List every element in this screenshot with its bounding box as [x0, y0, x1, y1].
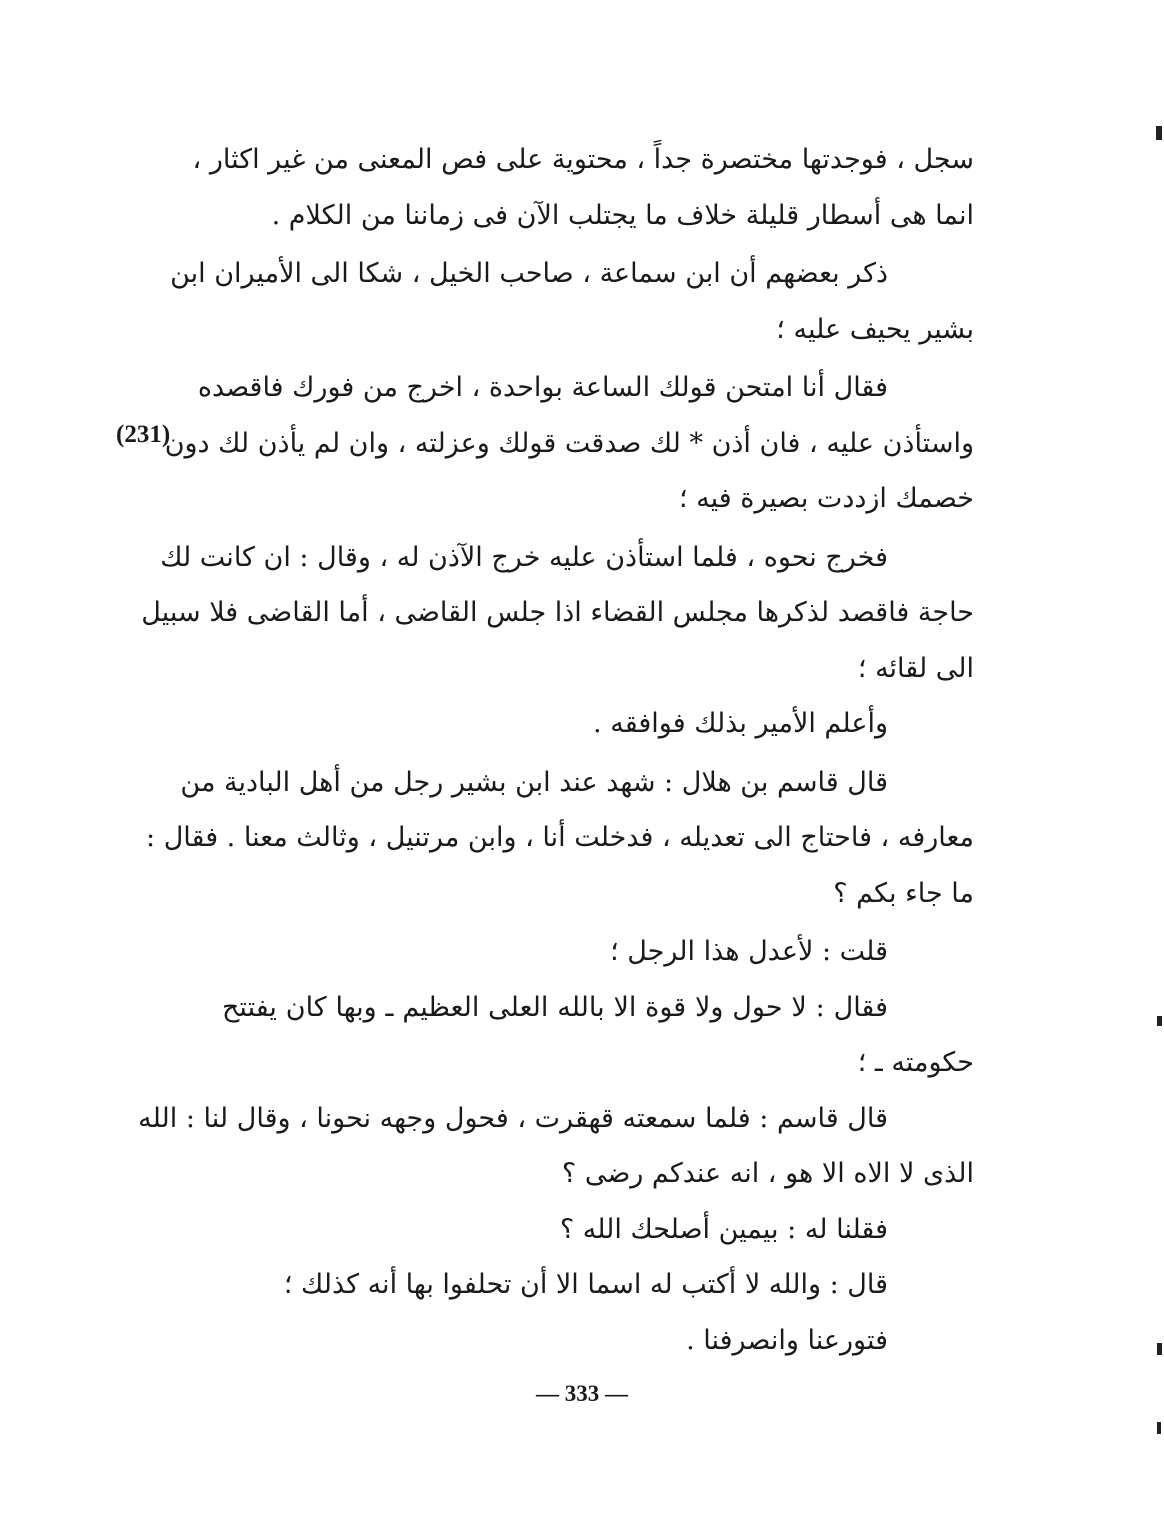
text-line: ذكر بعضهم أن ابن سماعة ، صاحب الخيل ، شكا الى الأميران ابن — [170, 258, 888, 289]
paragraph — [222, 1313, 974, 1369]
text-line: انما هى أسطار قليلة خلاف ما يجتلب الآن فى زماننا من الكلام . — [271, 199, 974, 231]
paragraph — [146, 755, 974, 922]
text-line: الذى لا الاه الا هو ، انه عندكم رضى ؟ — [561, 1158, 974, 1189]
text-line: قال قاسم : فلما سمعته قهقرت ، فحول وجهه نحونا ، وقال لنا : الله — [138, 1102, 888, 1134]
scan-edge-mark — [1156, 126, 1162, 140]
paragraph — [222, 696, 974, 752]
text-line: فقال : لا حول ولا قوة الا بالله العلى العظيم ـ وبها كان يفتتح — [222, 991, 888, 1023]
text-line: فتورعنا وانصرفنا . — [686, 1324, 888, 1356]
text-line: قلت : لأعدل هذا الرجل ؛ — [610, 936, 888, 967]
text-line: قال : والله لا أكتب له اسما الا أن تحلفوا بها أنه كذلك ؛ — [283, 1269, 888, 1300]
text-line: خصمك ازددت بصيرة فيه ؛ — [678, 483, 974, 514]
paragraph — [141, 530, 974, 697]
text-line: سجل ، فوجدتها مختصرة جداً ، محتوية على فص المعنى من غير اكثار ، — [192, 144, 974, 175]
folio-marker: (231) — [116, 421, 171, 448]
text-line: واستأذن عليه ، فان أذن * لك صدقت قولك وعزلته ، وان لم يأذن لك دون — [164, 427, 974, 459]
paragraph — [138, 1091, 974, 1202]
paragraph — [222, 1202, 974, 1258]
text-line: قال قاسم بن هلال : شهد عند ابن بشير رجل من أهل البادية من — [180, 766, 888, 798]
paragraph — [170, 246, 974, 357]
text-line: فخرج نحوه ، فلما استأذن عليه خرج الآذن له ، وقال : ان كانت لك — [160, 541, 888, 573]
paragraph — [192, 132, 974, 243]
text-line: الى لقائه ؛ — [857, 652, 974, 684]
paragraph — [222, 1257, 974, 1313]
text-line: وأعلم الأمير بذلك فوافقه . — [593, 708, 888, 739]
paragraph — [164, 360, 974, 527]
text-line: فقلنا له : بيمين أصلحك الله ؟ — [559, 1213, 888, 1245]
text-line: حاجة فاقصد لذكرها مجلس القضاء اذا جلس القاضى ، أما القاضى فلا سبيل — [141, 597, 974, 628]
text-line: فقال أنا امتحن قولك الساعة بواحدة ، اخرج من فورك فاقصده — [197, 372, 888, 403]
scan-edge-mark — [1157, 1422, 1161, 1434]
scan-edge-mark — [1157, 1343, 1162, 1355]
paragraph — [222, 980, 974, 1091]
text-line: حكومته ـ ؛ — [857, 1047, 974, 1078]
paragraph — [222, 924, 974, 980]
scan-edge-mark — [1157, 1016, 1162, 1026]
text-line: ما جاء بكم ؟ — [833, 877, 974, 909]
text-line: بشير يحيف عليه ؛ — [776, 313, 974, 345]
page-number: — 333 — — [536, 1381, 628, 1406]
text-line: معارفه ، فاحتاج الى تعديله ، فدخلت أنا ، وابن مرتنيل ، وثالث معنا . فقال : — [146, 822, 974, 853]
